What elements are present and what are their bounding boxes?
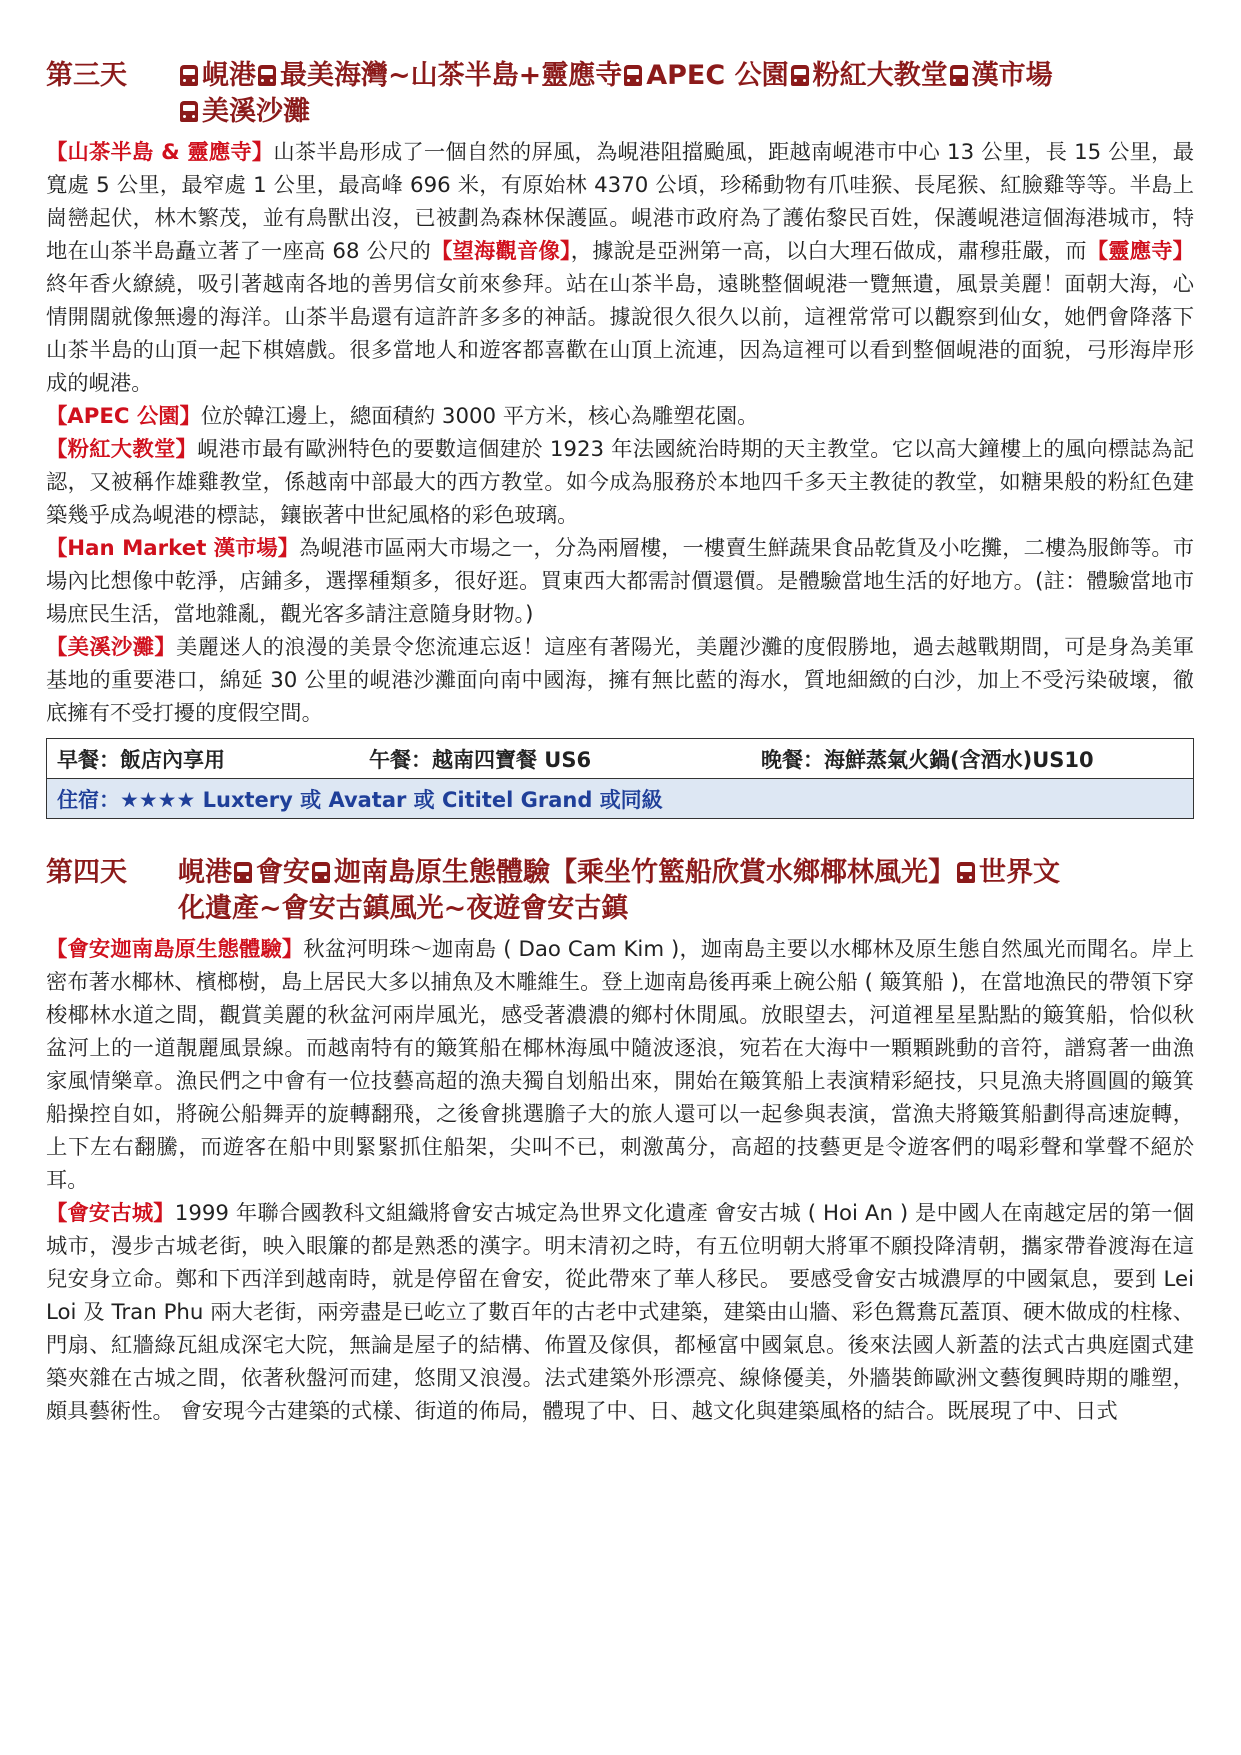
- bus-icon: [950, 65, 968, 86]
- route-stop: 峴港: [202, 60, 256, 91]
- section-heading: 【粉紅大教堂】: [46, 437, 198, 462]
- lunch: 午餐：越南四寶餐 US6: [369, 747, 592, 772]
- section-heading: 【望海觀音像】: [430, 239, 571, 264]
- day3-label: 第三天: [46, 60, 127, 91]
- paragraph-text: 1999 年聯合國教科文組織將會安古城定為世界文化遺產 會安古城 ( Hoi An ) 是中國人在南越定居的第一個城市，漫步古城老街，映入眼簾的都是熟悉的漢字。明末清初之時，有五位明朝大將軍不願投降清朝，攜家帶眷渡海在這兒安身立命。鄭和下西洋到越南時，就是停留在會安，從此帶來了華人移民。 要感受會安古城濃厚的中國氣息，要到 Lei Loi 及 Tran Phu 兩大老街，兩旁盡是已屹立了數百年的古老中式建築，建築由山牆、彩色鴛鴦瓦蓋頂、硬木做成的柱椽、門扇、紅牆綠瓦組成深宅大院，無論是屋子的結構、佈置及傢俱，都極富中國氣息。後來法國人新蓋的法式古典庭園式建築夾雜在古城之間，依著秋盤河而建，悠閒又浪漫。法式建築外形漂亮、線條優美，外牆裝飾歐洲文藝復興時期的雕塑，頗具藝術性。 會安現今古建築的式樣、街道的佈局，體現了中、日、越文化與建築風格的結合。既展現了中、日式: [46, 1201, 1194, 1424]
- itinerary-page: [46, 58, 1194, 1428]
- route-stop: 最美海灣~山茶半島+靈應寺: [280, 60, 623, 91]
- route-stop: 漢市場: [971, 60, 1053, 91]
- bus-icon: [957, 862, 975, 883]
- breakfast: 早餐：飯店內享用: [57, 747, 225, 772]
- section-heading: 【山茶半島 & 靈應寺】: [46, 140, 274, 165]
- day4-paragraph-hoian: [46, 1197, 1194, 1428]
- paragraph-text: 位於韓江邊上，總面積約 3000 平方米，核心為雕塑花園。: [200, 404, 759, 429]
- meals-table: [46, 738, 1194, 819]
- hotel-info: 住宿：★★★★ Luxtery 或 Avatar 或 Citite​l Grand 或同級: [47, 779, 1194, 819]
- paragraph-text: 為峴港市區兩大市場之一，分為兩層樓，一樓賣生鮮蔬果食品乾貨及小吃攤，二樓為服飾等。市場內比想像中乾淨，店鋪多，選擇種類多，很好逛。買東西大都需討價還價。是體驗當地生活的好地方。(註：體驗當地市場庶民生活，當地雜亂，觀光客多請注意隨身財物。): [46, 536, 1195, 627]
- day3-paragraph-beach: [46, 631, 1194, 730]
- paragraph-text: 山茶半島形成了一個自然的屏風，為峴港阻擋颱風，距越南峴港市中心 13 公里，長 15 公里，最寬處 5 公里，最窄處 1 公里，最高峰 696 米，有原始林 4370 公頃，珍稀動物有爪哇猴、長尾猴、紅臉雞等等。半島上崗巒起伏，林木繁茂，並有鳥獸出沒，已被劃為森林保護區。峴港市政府為了護佑黎民百姓，保護峴港這個海港城市，特地在山茶半島矗立著了一座高 68 公尺的: [46, 140, 1194, 264]
- route-stop: 美溪沙灘: [202, 96, 310, 127]
- meals-row: [47, 739, 1194, 779]
- bus-icon: [234, 862, 252, 883]
- day3-paragraph-cathedral: [46, 433, 1194, 532]
- day3-route: [178, 58, 1194, 130]
- day3-heading: [46, 58, 1194, 130]
- paragraph-text: 終年香火繚繞，吸引著越南各地的善男信女前來參拜。站在山茶半島，遠眺整個峴港一覽無遺，風景美麗！面朝大海，心情開闊就像無邊的海洋。山茶半島還有這許許多多的神話。據說很久很久以前，這裡常常可以觀察到仙女，她們會降落下山茶半島的山頂一起下棋嬉戲。很多當地人和遊客都喜歡在山頂上流連，因為這裡可以看到整個峴港的面貌，弓形海岸形成的峴港。: [46, 272, 1194, 396]
- section-heading: 【美溪沙灘】: [46, 635, 177, 660]
- day3-paragraph-sontra: [46, 136, 1194, 400]
- day3-paragraph-apec: [46, 400, 1194, 433]
- day4-paragraph-camkim: [46, 933, 1194, 1197]
- hotel-row: [47, 779, 1194, 819]
- section-heading: 【APEC 公園】: [46, 404, 201, 429]
- route-stop: 世界文: [979, 857, 1060, 888]
- bus-icon: [624, 65, 642, 86]
- bus-icon: [312, 862, 330, 883]
- paragraph-text: 秋盆河明珠～迦南島 ( Dao Cam Kim )，迦南島主要以水椰林及原生態自然風光而聞名。岸上密布著水椰林、檳榔樹，島上居民大多以捕魚及木雕維生。登上迦南島後再乘上碗公船 ( 簸箕船 )，在當地漁民的帶領下穿梭椰林水道之間，觀賞美麗的秋盆河兩岸風光，感受著濃濃的鄉村休閒風。放眼望去，河道裡星星點點的簸箕船，恰似秋盆河上的一道靚麗風景線。而越南特有的簸箕船在椰林海風中隨波逐浪，宛若在大海中一顆顆跳動的音符，譜寫著一曲漁家風情樂章。漁民們之中會有一位技藝高超的漁夫獨自划船出來，開始在簸箕船上表演精彩絕技，只見漁夫將圓圓的簸箕船操控自如，將碗公船舞弄的旋轉翻飛，之後會挑選膽子大的旅人還可以一起參與表演，當漁夫將簸箕船劃得高速旋轉，上下左右翻騰，而遊客在船中則緊緊抓住船架，尖叫不已，刺激萬分，高超的技藝更是令遊客們的喝彩聲和掌聲不絕於耳。: [46, 937, 1194, 1193]
- route-stop: 迦南島原生態體驗【乘坐竹籃船欣賞水鄉椰林風光】: [334, 857, 955, 888]
- day4-heading: [46, 855, 1194, 927]
- paragraph-text: 美麗迷人的浪漫的美景令您流連忘返！這座有著陽光，美麗沙灘的度假勝地，過去越戰期間，可是身為美軍基地的重要港口，綿延 30 公里的峴港沙灘面向南中國海，擁有無比藍的海水，質地細緻的白沙，加上不受污染破壞，徹底擁有不受打擾的度假空間。: [46, 635, 1194, 726]
- paragraph-text: 峴港市最有歐洲特色的要數這個建於 1923 年法國統治時期的天主教堂。它以高大鐘樓上的風向標誌為記認，又被稱作雄雞教堂，係越南中部最大的西方教堂。如今成為服務於本地四千多天主教徒的教堂，如糖果般的粉紅色建築幾乎成為峴港的標誌，鑲嵌著中世紀風格的彩色玻璃。: [46, 437, 1194, 528]
- bus-icon: [258, 65, 276, 86]
- route-stop: 粉紅大教堂: [812, 60, 948, 91]
- section-heading: 【靈應寺】: [1086, 239, 1194, 264]
- day4-label: 第四天: [46, 857, 127, 888]
- bus-icon: [180, 101, 198, 122]
- section-heading: 【會安迦南島原生態體驗】: [46, 937, 304, 962]
- route-stop: 會安: [256, 857, 310, 888]
- day4-route: [178, 855, 1194, 927]
- paragraph-text: ，據說是亞洲第一高，以白大理石做成，肅穆莊嚴，而: [570, 239, 1087, 264]
- route-stop: 峴港: [178, 857, 232, 888]
- dinner: 晚餐：海鮮蒸氣火鍋(含酒水)US10: [761, 747, 1094, 772]
- bus-icon: [791, 65, 809, 86]
- bus-icon: [180, 65, 198, 86]
- section-heading: 【Han Market 漢市場】: [46, 536, 300, 561]
- section-heading: 【會安古城】: [46, 1201, 175, 1226]
- route-stop: APEC 公園: [646, 60, 789, 91]
- day3-paragraph-market: [46, 532, 1194, 631]
- route-stop: 化遺產~會安古鎮風光~夜遊會安古鎮: [178, 893, 629, 924]
